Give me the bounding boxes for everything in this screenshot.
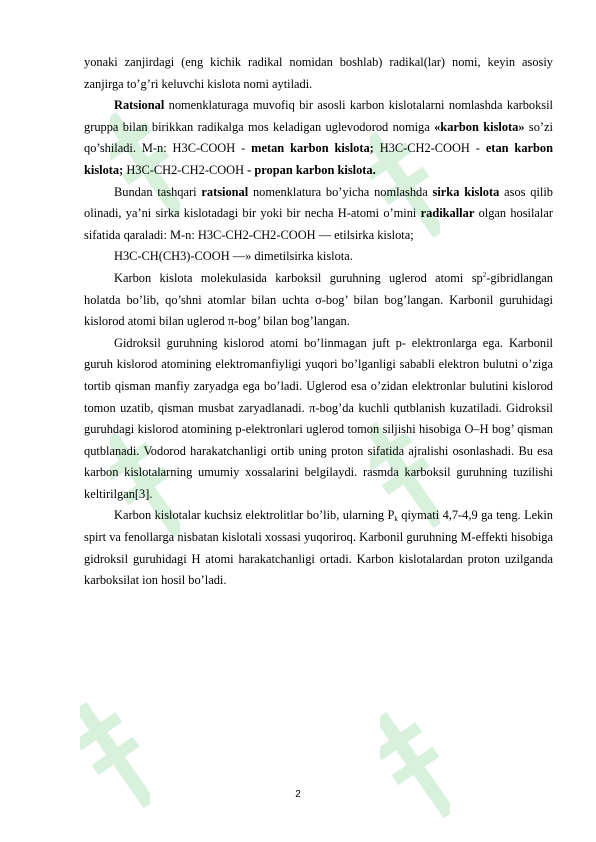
watermark-logo-icon	[80, 680, 150, 830]
paragraph-text: Karbon kislota molekulasida karboksil guruhning uglerod atomi sp	[114, 270, 483, 285]
paragraph-text: H3C-CH2-CH2-COOH	[123, 162, 248, 177]
paragraph-text: asos qilib olinadi, ya’ni sirka kislotadagi bir yoki bir necha H-atomi o’mini	[84, 184, 553, 221]
bold-term: «karbon kislota»	[434, 119, 525, 134]
paragraph-hydroxyl-polarization	[84, 333, 553, 506]
paragraph-text: nomenklatura bo’yicha nomlashda	[248, 184, 433, 199]
paragraph-text: so’zi qo’shiladi. M-n: H3C-COOH -	[84, 119, 553, 156]
bold-term: Ratsional	[114, 98, 165, 113]
bold-term: - propan karbon kislota.	[247, 162, 376, 177]
watermark-logo-icon	[380, 690, 450, 840]
paragraph-rational-nomenclature	[84, 95, 553, 181]
paragraph-text: qiymati 4,7-4,9 ga teng. Lekin spirt va fenollarga nisbatan kislotali xossasi yuqoriroq. Karbonil guruhning M-effekti hisobiga gidroksil guruhidagi H atomi harakatchanligi ortadi. Karbon kislotalardan proton uzilganda karboksilat ion hosil bo’ladi.	[84, 508, 553, 588]
paragraph-text: yonaki zanjirdagi (eng kichik radikal nomidan boshlab) radikal(lar) nomi, keyin asosiy zanjirga to’g’ri keluvchi kislota nomi aytiladi.	[84, 55, 553, 91]
bold-term: sirka kislota	[432, 184, 500, 199]
paragraph-dimethylacetic-example	[84, 246, 553, 268]
paragraph-carboxyl-hybridization	[84, 268, 553, 333]
bold-term: etan karbon kislota;	[84, 141, 553, 177]
bold-term: ratsional	[201, 184, 249, 199]
body-text	[84, 52, 553, 592]
paragraph-acetic-acid-naming	[84, 182, 553, 247]
paragraph-text: nomenklaturaga muvofiq bir asosli karbon kislotalarni nomlashda karboksil gruppa bilan birikkan radikalga mos keladigan uglevodorod nomiga	[84, 98, 553, 134]
paragraph-text: -gibridlangan holatda bo’lib, qo’shni atomlar bilan uchta σ-bog’ bilan bog’langan. Karbonil guruhidagi kislorod atomi bilan uglerod π-bog’ bilan bog’langan.	[84, 270, 553, 329]
paragraph-text: H3C-CH2-COOH -	[373, 141, 486, 156]
paragraph-text: Karbon kislotalar kuchsiz elektrolitlar bo’lib, ularning P	[114, 508, 395, 523]
subscript: k	[394, 515, 398, 524]
superscript: 2	[482, 270, 487, 279]
paragraph-text: olgan hosilalar sifatida qaraladi: M-n: H3C-CH2-CH2-COOH — etilsirka kislota;	[84, 206, 554, 242]
bold-term: metan karbon kislota;	[251, 141, 374, 156]
paragraph-weak-electrolytes	[84, 505, 553, 591]
page-number: 2	[295, 789, 301, 800]
paragraph-naming-continuation	[84, 52, 553, 95]
paragraph-text: Bundan tashqari	[114, 184, 202, 199]
paragraph-text: H3C-CH(CH3)-COOH —» dimetilsirka kislota.	[114, 249, 353, 264]
bold-term: radikallar	[420, 206, 475, 221]
paragraph-text: Gidroksil guruhning kislorod atomi bo’linmagan juft p- elektronlarga ega. Karbonil guruh kislorod atomining elektromanfiyligi yuqori bo’lganligi sababli elektron bulutni o’ziga tortib qisman manfiy zaryadga ega bo’ladi. Uglerod esa o’zidan elektronlar bulutini kislorod tomon uzatib, qisman musbat zaryadlanadi. π-bog’da kuchli qutblanish kuzatiladi. Gidroksil guruhdagi kislorod atomining p-elektronlari uglerod tomon siljishi hisobiga O–H bog’ qisman qutblanadi. Vodorod harakatchanligi ortib uning proton sifatida ajralishi osonlashadi. Bu esa karbon kislotalarning umumiy xossalarini belgilaydi. rasmda karboksil guruhning tuzilishi keltirilgan[3].	[84, 335, 553, 501]
